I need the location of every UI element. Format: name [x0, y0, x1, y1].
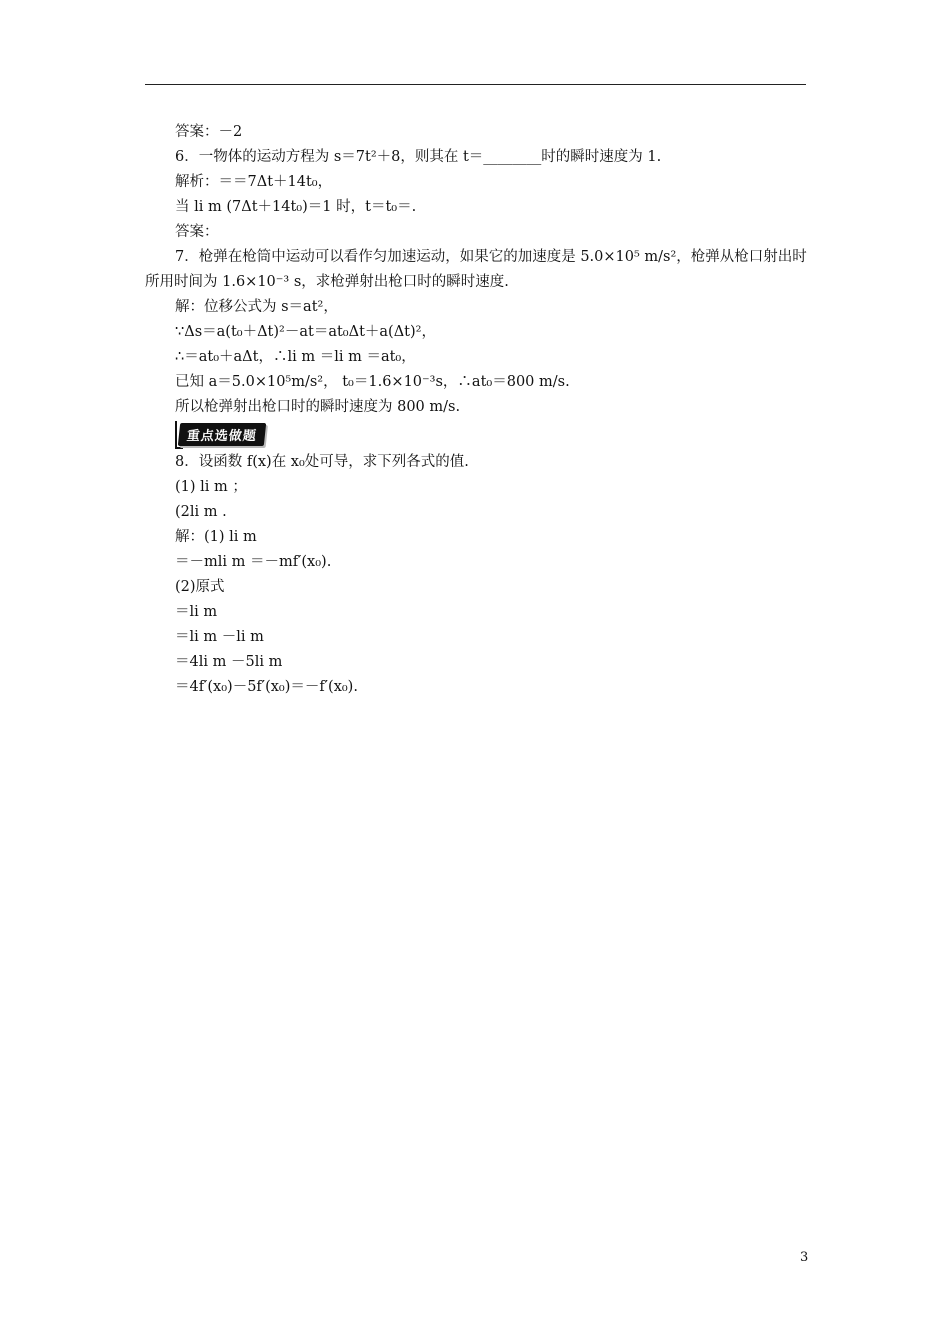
solution-8-line1: 解：(1) li m — [175, 529, 257, 545]
question-8: 8．设函数 f(x)在 x₀处可导，求下列各式的值. — [175, 454, 469, 470]
question-8-part1: (1) li m ； — [175, 479, 247, 495]
solution-8-line6: ＝4li m －5li m — [175, 654, 283, 670]
solution-8-line7: ＝4f′(x₀)－5f′(x₀)＝－f′(x₀). — [175, 679, 358, 695]
solution-8-line3: (2)原式 — [175, 579, 225, 595]
analysis-6-step: 当 li m (7Δt＋14t₀)＝1 时，t＝t₀＝. — [175, 199, 417, 215]
section-badge: 重点选做题 — [178, 423, 266, 446]
solution-8-line2: ＝－mli m ＝－mf′(x₀). — [175, 554, 332, 570]
solution-8-line5: ＝li m －li m — [175, 629, 264, 645]
solution-8-line4: ＝li m — [175, 604, 218, 620]
solution-7-line1: 解：位移公式为 s＝at²， — [175, 299, 338, 315]
analysis-6: 解析：＝＝7Δt＋14t₀， — [175, 174, 333, 190]
solution-7-line3: ∴＝at₀＋aΔt，∴li m ＝li m ＝at₀， — [175, 349, 416, 365]
document-body — [145, 120, 810, 700]
question-7: 7．枪弹在枪筒中运动可以看作匀加速运动，如果它的加速度是 5.0×10⁵ m/s²，枪弹从枪口射出时所用时间为 1.6×10⁻³ s，求枪弹射出枪口时的瞬时速度. — [145, 249, 807, 290]
solution-7-line5: 所以枪弹射出枪口时的瞬时速度为 800 m/s. — [175, 399, 461, 415]
solution-7-line4: 已知 a＝5.0×10⁵m/s²， t₀＝1.6×10⁻³s，∴at₀＝800 m/s. — [175, 374, 570, 390]
header-rule — [145, 84, 806, 85]
section-badge-row — [145, 420, 810, 450]
page-number: 3 — [800, 1250, 809, 1265]
answer-6: 答案： — [175, 224, 219, 240]
solution-7-line2: ∵Δs＝a(t₀＋Δt)²－at＝at₀Δt＋a(Δt)²， — [175, 324, 436, 340]
answer-5: 答案：－2 — [175, 124, 243, 140]
question-8-part2: (2li m . — [175, 504, 227, 520]
question-6: 6．一物体的运动方程为 s＝7t²＋8，则其在 t＝________时的瞬时速度为 1. — [175, 149, 662, 165]
